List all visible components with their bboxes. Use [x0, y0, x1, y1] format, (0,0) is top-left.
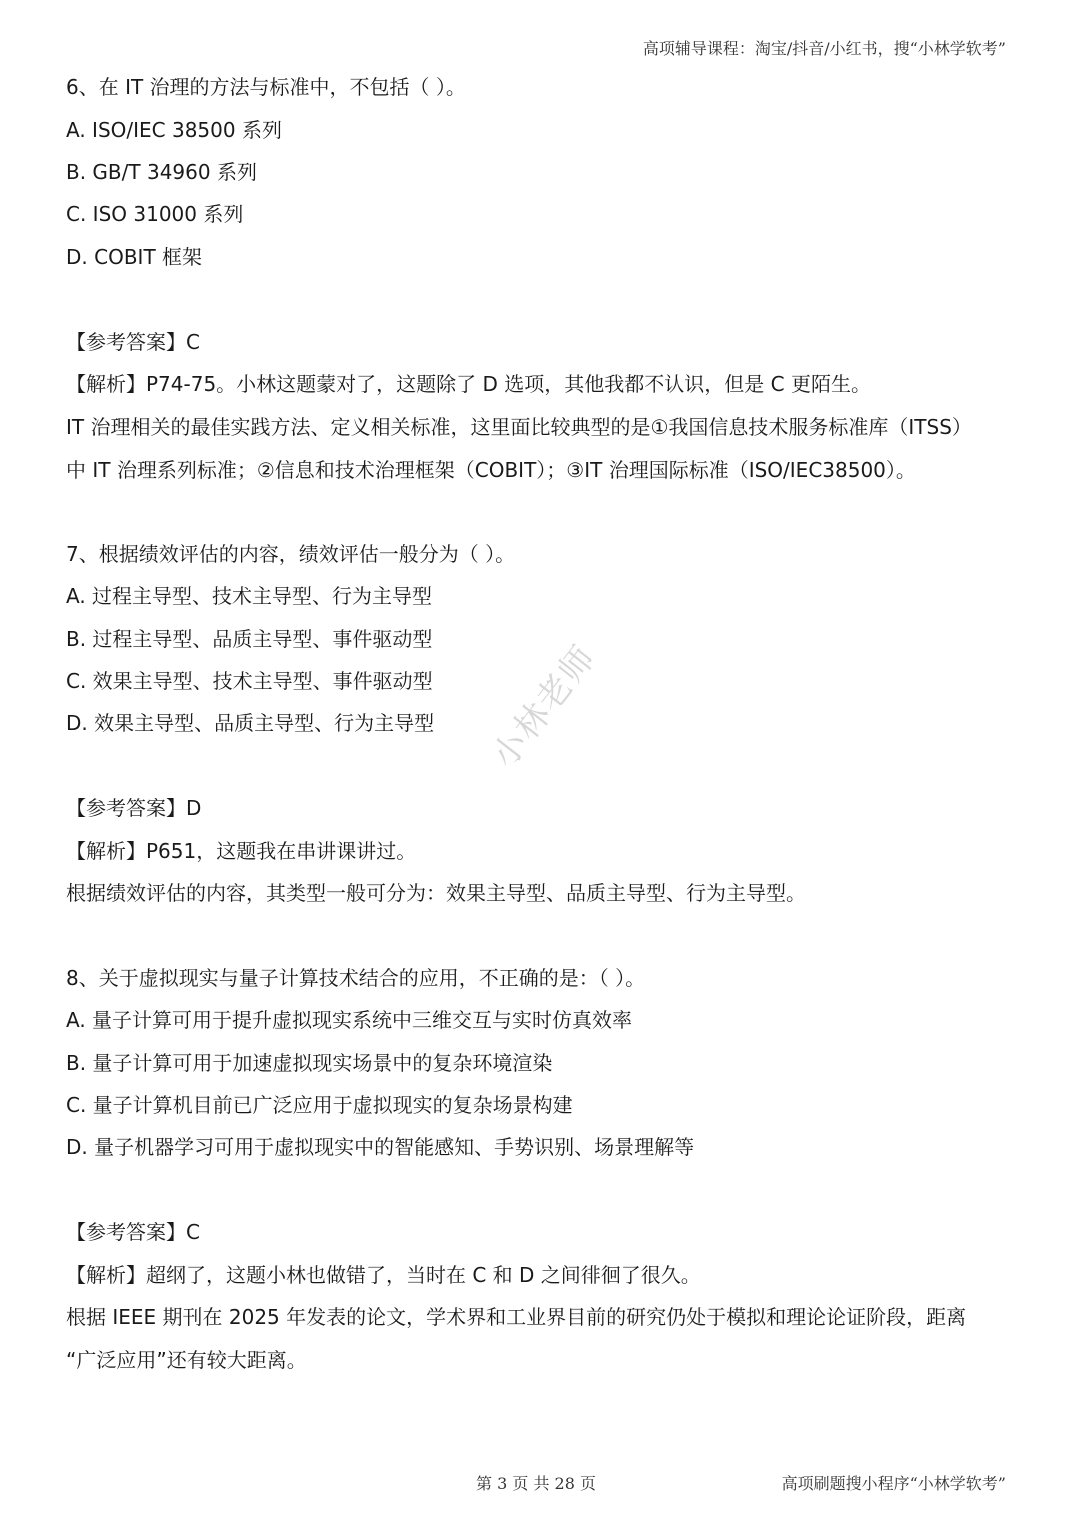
- question-7-option-b: B. 过程主导型、品质主导型、事件驱动型: [66, 627, 433, 651]
- question-8-stem: 8、关于虚拟现实与量子计算技术结合的应用，不正确的是：（ ）。: [66, 966, 646, 990]
- question-6-analysis-line-1: 【解析】P74-75。小林这题蒙对了，这题除了 D 选项，其他我都不认识，但是 C 更陌生。: [66, 372, 871, 396]
- question-8-answer: 【参考答案】C: [66, 1220, 200, 1244]
- question-8-option-b: B. 量子计算可用于加速虚拟现实场景中的复杂环境渲染: [66, 1051, 553, 1075]
- question-8-analysis-line-2: 根据 IEEE 期刊在 2025 年发表的论文，学术界和工业界目前的研究仍处于模拟和理论论证阶段，距离: [66, 1305, 967, 1329]
- question-8-analysis-line-1: 【解析】超纲了，这题小林也做错了，当时在 C 和 D 之间徘徊了很久。: [66, 1263, 701, 1287]
- question-6-analysis-line-2: IT 治理相关的最佳实践方法、定义相关标准，这里面比较典型的是①我国信息技术服务标准库（ITSS）: [66, 415, 972, 439]
- question-6-option-d: D. COBIT 框架: [66, 245, 203, 269]
- page-number: 第 3 页 共 28 页: [476, 1474, 596, 1493]
- question-6-option-b: B. GB/T 34960 系列: [66, 160, 257, 184]
- question-7-option-d: D. 效果主导型、品质主导型、行为主导型: [66, 711, 435, 735]
- page-header: 高项辅导课程：淘宝/抖音/小红书，搜“小林学软考”: [642, 39, 1006, 58]
- question-7-option-a: A. 过程主导型、技术主导型、行为主导型: [66, 584, 433, 608]
- footer-ad: 高项刷题搜小程序“小林学软考”: [781, 1474, 1006, 1493]
- question-6-option-a: A. ISO/IEC 38500 系列: [66, 118, 282, 142]
- question-6-answer: 【参考答案】C: [66, 330, 200, 354]
- question-6-option-c: C. ISO 31000 系列: [66, 202, 244, 226]
- question-8-option-a: A. 量子计算可用于提升虚拟现实系统中三维交互与实时仿真效率: [66, 1008, 633, 1032]
- question-8-analysis-line-3: “广泛应用”还有较大距离。: [66, 1348, 307, 1372]
- question-6-stem: 6、在 IT 治理的方法与标准中，不包括（ ）。: [66, 75, 466, 99]
- question-7-answer: 【参考答案】D: [66, 796, 202, 820]
- question-7-stem: 7、根据绩效评估的内容，绩效评估一般分为（ ）。: [66, 542, 516, 566]
- question-6-analysis-line-3: 中 IT 治理系列标准；②信息和技术治理框架（COBIT）；③IT 治理国际标准（ISO/IEC38500）。: [66, 458, 916, 482]
- question-7-analysis-line-2: 根据绩效评估的内容，其类型一般可分为：效果主导型、品质主导型、行为主导型。: [66, 881, 806, 905]
- question-8-option-d: D. 量子机器学习可用于虚拟现实中的智能感知、手势识别、场景理解等: [66, 1135, 695, 1159]
- question-8-option-c: C. 量子计算机目前已广泛应用于虚拟现实的复杂场景构建: [66, 1093, 573, 1117]
- question-7-option-c: C. 效果主导型、技术主导型、事件驱动型: [66, 669, 433, 693]
- question-7-analysis-line-1: 【解析】P651，这题我在串讲课讲过。: [66, 839, 417, 863]
- watermark: 小林老师: [484, 637, 605, 776]
